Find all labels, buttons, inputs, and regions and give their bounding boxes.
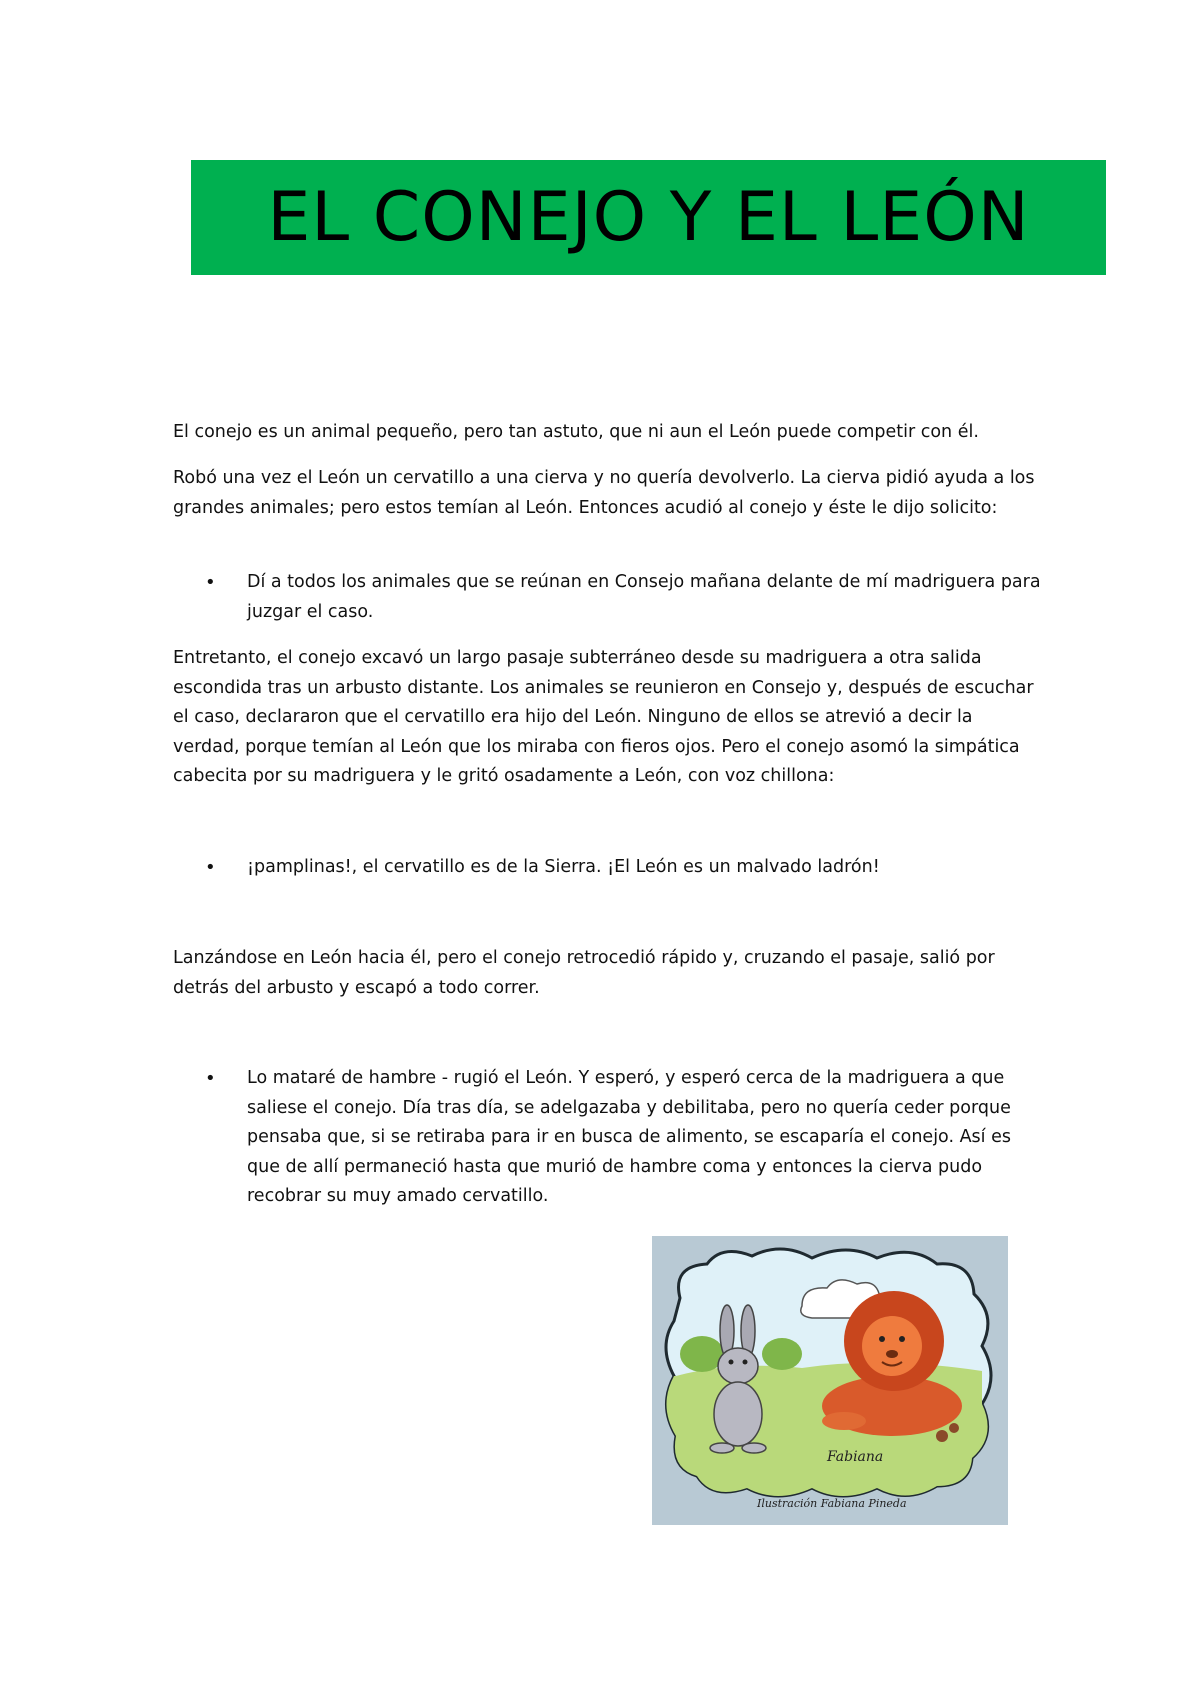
illustration-signature: Fabiana [827, 1449, 884, 1465]
page-title: EL CONEJO Y EL LEÓN [267, 178, 1030, 257]
lion-face [862, 1316, 922, 1376]
lion-paw [822, 1412, 866, 1430]
paragraph-escape: Lanzándose en León hacia él, pero el conejo retrocedió rápido y, cruzando el pasaje, salió por detrás del arbusto y escapó a todo correr. [173, 948, 995, 998]
paragraph-robbery: Robó una vez el León un cervatillo a una cierva y no quería devolverlo. La cierva pidió ayuda a los grandes animales; pero estos temían al León. Entonces acudió al conejo y éste le dijo solicito: [173, 468, 1035, 518]
bullet-icon: • [205, 572, 216, 593]
title-banner [191, 160, 1106, 275]
list-item [205, 568, 1045, 627]
grass [666, 1363, 987, 1496]
list-item [205, 853, 1045, 883]
bullet-icon: • [205, 857, 216, 878]
bullet-text: Lo mataré de hambre - rugió el León. Y esperó, y esperó cerca de la madriguera a que saliese el conejo. Día tras día, se adelgazaba y debilitaba, pero no quería ceder porque pensaba que, si se retiraba para ir en busca de alimento, se escaparía el conejo. Así es que de allí permaneció hasta que murió de hambre coma y entonces la cierva pudo recobrar su muy amado cervatillo. [247, 1068, 1011, 1206]
bullet-icon: • [205, 1068, 216, 1089]
list-item [205, 1064, 1045, 1212]
illustration-rabbit-and-lion [652, 1236, 1008, 1525]
rabbit-body [714, 1382, 762, 1446]
paragraph-intro: El conejo es un animal pequeño, pero tan astuto, que ni aun el León puede competir con él. [173, 422, 979, 442]
bullet-text: ¡pamplinas!, el cervatillo es de la Sierra. ¡El León es un malvado ladrón! [247, 857, 880, 877]
tree-center [762, 1338, 802, 1370]
rabbit-head [718, 1348, 758, 1384]
illustration-credit: Ilustración Fabiana Pineda [757, 1497, 907, 1510]
bullet-text: Dí a todos los animales que se reúnan en Consejo mañana delante de mí madriguera para juzgar el caso. [247, 572, 1041, 622]
paragraph-tunnel: Entretanto, el conejo excavó un largo pasaje subterráneo desde su madriguera a otra salida escondida tras un arbusto distante. Los animales se reunieron en Consejo y, después de escuchar el caso, declararon que el cervatillo era hijo del León. Ninguno de ellos se atrevió a decir la verdad, porque temían al León que los miraba con fieros ojos. Pero el conejo asomó la simpática cabecita por su madriguera y le gritó osadamente a León, con voz chillona: [173, 648, 1034, 786]
